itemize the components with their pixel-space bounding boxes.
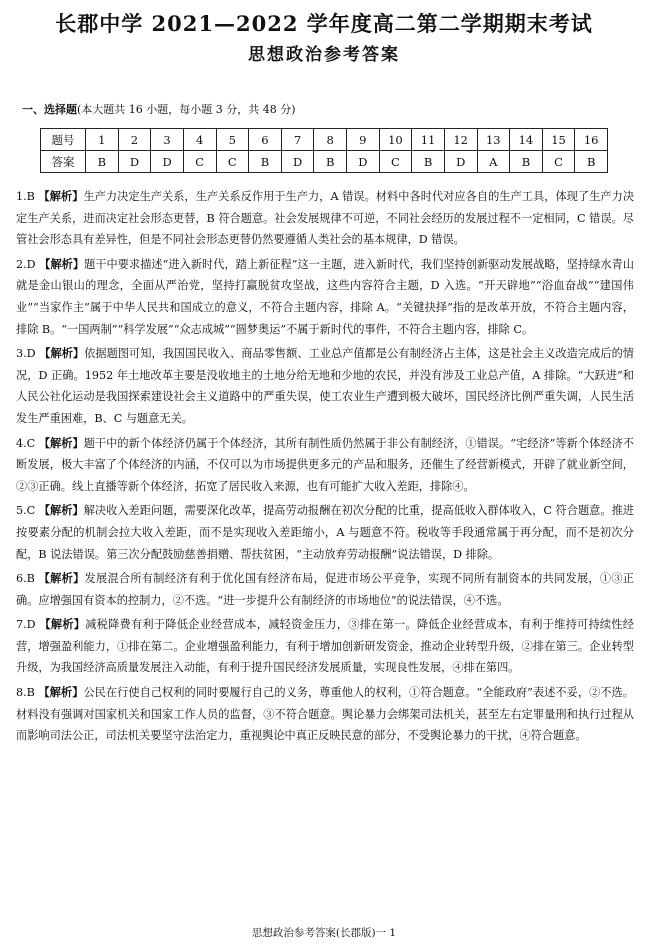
row-label-answer: 答案 [41, 151, 86, 173]
answer-cell: A [477, 151, 510, 173]
answer-cell: B [314, 151, 347, 173]
explanation-item [16, 500, 634, 565]
answer-cell: B [412, 151, 445, 173]
question-number-cell: 2 [118, 129, 151, 151]
explanation-number: 2.D [16, 257, 36, 271]
question-number-cell: 10 [379, 129, 412, 151]
explanation-text: 解决收入差距问题，需要深化改革，提高劳动报酬在初次分配的比重，提高低收入群体收入，C 符合题意。推进按要素分配的机制会拉大收入差距，而不是实现收入差距缩小，A 与题意不符。税收等手段通常属于再分配，而不是初次分配，B 说法错误。第三次分配鼓励慈善捐赠、帮扶贫困，“主动放弃劳动报酬”说法错误，D 排除。 [16, 504, 634, 561]
answer-cell: D [118, 151, 151, 173]
answer-cell: B [510, 151, 543, 173]
question-number-cell: 7 [281, 129, 314, 151]
explanation-item [16, 343, 634, 429]
answer-cell: C [183, 151, 216, 173]
page-subtitle: 思想政治参考答案 [248, 45, 400, 65]
explanation-text: 依据题图可知，我国国民收入、商品零售额、工业总产值都是公有制经济占主体，这是社会主义改造完成后的情况，D 正确。1952 年土地改革主要是没收地主的土地分给无地和少地的农民，并没有涉及工业总产值，A 排除。“大跃进”和人民公社化运动是我国探索建设社会主义道路中的严重失误，使工农业生产遭到极大破坏，国民经济比例严重失调，人民生活发生严重困难，B、C 与题意无关。 [16, 347, 634, 425]
answer-table [40, 128, 608, 173]
question-number-cell: 9 [347, 129, 380, 151]
explanation-item [16, 614, 634, 679]
page-title: 长郡中学 2021—2022 学年度高二第二学期期末考试 [55, 11, 593, 36]
question-number-cell: 16 [575, 129, 608, 151]
explanation-text: 减税降费有利于降低企业经营成本，减轻资金压力，③排在第一。降低企业经营成本，有利于维持可持续性经营，增强盈利能力，①排在第二。企业增强盈利能力，有利于增加创新研发资金，推动企业转型升级，②排在第三。企业转型升级，为我国经济高质量发展注入动能，有利于提升国民经济发展质量，实现良性发展，④排在第四。 [16, 618, 634, 675]
explanation-text: 生产力决定生产关系，生产关系反作用于生产力，A 错误。材料中各时代对应各自的生产工具，体现了生产力决定生产关系，进而决定社会形态更替，B 符合题意。社会发展规律不可逆，不同社会经历的发展过程不一定相同，C 错误。尽管社会形态具有差异性，但是不同社会形态更替仍然要遵循人类社会的基本规律，D 错误。 [16, 190, 635, 247]
explanation-tag: 【解析】 [38, 685, 84, 700]
answer-cell: B [86, 151, 119, 173]
answer-cell: C [542, 151, 575, 173]
question-number-cell: 14 [510, 129, 543, 151]
answer-cell: B [249, 151, 282, 173]
explanation-text: 公民在行使自己权利的同时要履行自己的义务，尊重他人的权利，①符合题意。“全能政府”表述不妥，②不选。材料没有强调对国家机关和国家工作人员的监督，③不符合题意。舆论暴力会绑架司法机关，甚至左右定罪量刑和执行过程从而影响司法公正，司法机关要坚守法治定力，重视舆论中真正反映民意的部分，不受舆论暴力的干扰，④符合题意。 [16, 686, 634, 743]
answer-cell: D [347, 151, 380, 173]
section-heading-label: 一、选择题 [22, 103, 77, 116]
section-heading-note: (本大题共 16 小题，每小题 3 分，共 48 分) [77, 103, 296, 116]
answer-cell: B [575, 151, 608, 173]
explanation-item [16, 254, 634, 340]
explanation-number: 7.D [16, 618, 36, 632]
explanation-item [16, 186, 634, 251]
section-heading [22, 101, 296, 117]
explanation-tag: 【解析】 [39, 617, 86, 632]
question-number-cell: 3 [151, 129, 184, 151]
answer-row [41, 151, 608, 173]
explanation-item [16, 568, 634, 611]
question-number-cell: 1 [86, 129, 119, 151]
explanation-tag: 【解析】 [39, 256, 85, 271]
answer-cell: D [281, 151, 314, 173]
explanation-number: 6.B [16, 572, 35, 586]
question-number-cell: 11 [412, 129, 445, 151]
explanation-number: 5.C [16, 504, 36, 518]
explanation-text: 发展混合所有制经济有利于优化国有经济布局，促进市场公平竞争，实现不同所有制资本的共同发展，①③正确。应增强国有资本的控制力，②不选。“进一步提升公有制经济的市场地位”的说法错误，④不选。 [16, 572, 634, 607]
explanation-tag: 【解析】 [38, 189, 84, 203]
answer-cell: D [151, 151, 184, 173]
question-number-cell: 12 [444, 129, 477, 151]
question-number-cell: 5 [216, 129, 249, 151]
explanation-item [16, 682, 634, 747]
explanation-text: 题干中要求描述“进入新时代，踏上新征程”这一主题，进入新时代，我们坚持创新驱动发展战略，坚持绿水青山就是金山银山的理念，全面从严治党，坚持打赢脱贫攻坚战，这些内容符合主题，D 入选。“开天辟地”“浴血奋战”“建国伟业”“当家作主”属于中华人民共和国成立的意义，不符合主题内容，排除 A。“关键抉择”指的是改革开放，不符合主题内容，排除 B。“一国两制”“科学发展”“众志成城”“圆梦奥运”不属于新时代的事件，不符合主题内容，排除 C。 [16, 257, 634, 336]
row-label-number: 题号 [41, 129, 86, 151]
answer-cell: C [379, 151, 412, 173]
explanation-number: 3.D [16, 347, 36, 361]
explanation-number: 8.B [16, 686, 35, 700]
question-number-row [41, 129, 608, 151]
explanation-tag: 【解析】 [38, 503, 84, 518]
explanation-item [16, 433, 634, 498]
explanation-number: 4.C [16, 436, 36, 450]
question-number-cell: 6 [249, 129, 282, 151]
answer-cell: C [216, 151, 249, 173]
question-number-cell: 13 [477, 129, 510, 151]
question-number-cell: 4 [183, 129, 216, 151]
explanation-text: 题干中的新个体经济仍属于个体经济，其所有制性质仍然属于非公有制经济，①错误。“宅经济”等新个体经济不断发展，极大丰富了个体经济的内涵，不仅可以为市场提供更多元的产品和服务，还催生了经营新模式，开辟了就业新空间，②③正确。线上直播等新个体经济，拓宽了居民收入来源，也有可能扩大收入差距，排除④。 [16, 436, 634, 493]
page-footer: 思想政治参考答案(长郡版)一 1 [251, 927, 397, 939]
explanation-tag: 【解析】 [38, 571, 85, 586]
explanation-number: 1.B [16, 190, 35, 203]
question-number-cell: 15 [542, 129, 575, 151]
explanation-tag: 【解析】 [39, 346, 85, 361]
explanation-tag: 【解析】 [38, 435, 84, 450]
answer-cell: D [444, 151, 477, 173]
question-number-cell: 8 [314, 129, 347, 151]
explanations-list [16, 186, 634, 750]
